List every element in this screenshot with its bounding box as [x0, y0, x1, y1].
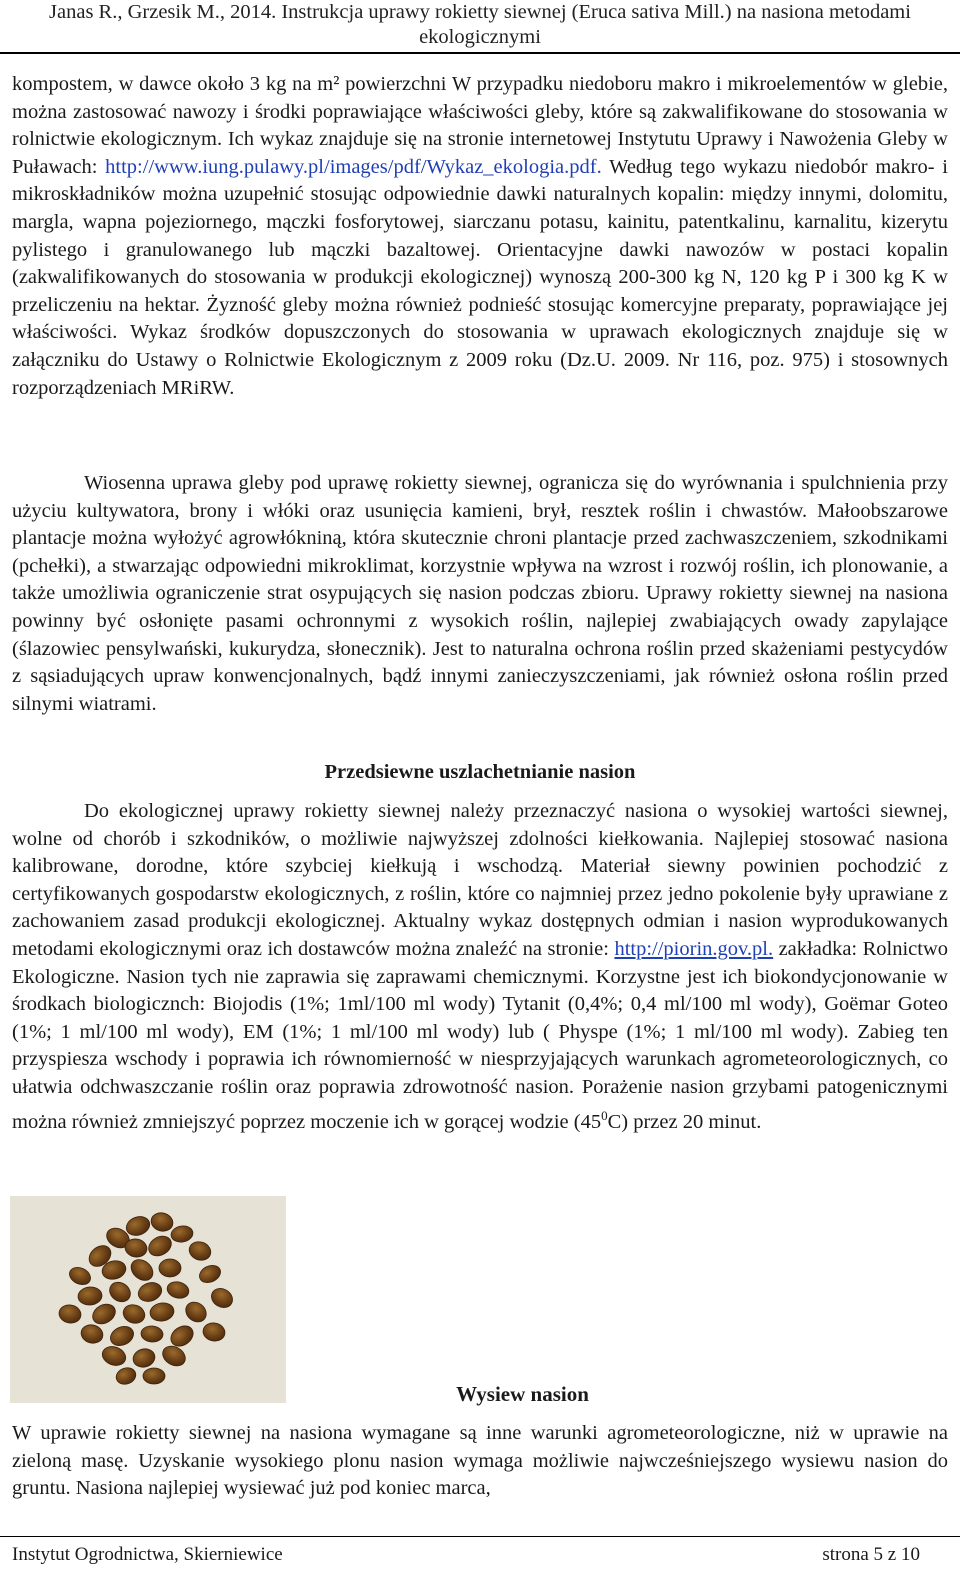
- section-heading-seed-treatment: Przedsiewne uszlachetnianie nasion: [324, 761, 636, 783]
- paragraph-sowing: [12, 1420, 948, 1503]
- footer-page-number: strona 5 z 10: [822, 1544, 920, 1565]
- footer-institution: Instytut Ogrodnictwa, Skierniewice: [12, 1544, 283, 1565]
- paragraph-fertilization: [12, 71, 948, 402]
- iung-link[interactable]: http://www.iung.pulawy.pl/images/pdf/Wykaz_ekologia.pdf.: [105, 155, 602, 178]
- paragraph-text: kompostem, w dawce około 3 kg na m² powierzchni W przypadku niedoboru makro i mikroelementów w glebie, można zastosować nawozy i środki poprawiające właściwości gleby, które są zakwalifikowane do stosowania w rolnictwie ekologicznym. Ich wykaz znajduje się na stronie internetowej Instytutu Uprawy i Nawożenia Gleby w Puławach:: [12, 73, 948, 178]
- paragraph-seed-treatment: [12, 798, 948, 1136]
- paragraph-text: Do ekologicznej uprawy rokietty siewnej należy przeznaczyć nasiona o wysokiej wartości siewnej, wolne od chorób i szkodników, o możliwie najwyższej zdolności kiełkowania. Najlepiej stosować nasiona kalibrowane, dorodne, które szybciej kiełkują i wschodzą. Materiał siewny powinien pochodzić z certyfikowanych gospodarstw ekologicznych, z roślin, które co najmniej przez jedno pokolenie były uprawiane z zachowaniem zasad produkcji ekologicznej. Aktualny wykaz dostępnych odmian i nasion wyprodukowanych metodami ekologicznymi oraz ich dostawców można znaleźć na stronie:: [12, 800, 948, 960]
- seed: [159, 1259, 181, 1277]
- paragraph-text: W uprawie rokietty siewnej na nasiona wymagane są inne warunki agrometeorologiczne, niż w uprawie na zieloną masę. Uzyskanie wysokiego plonu nasion wymaga możliwie najwcześniejszego wysiewu nasion do gruntu. Nasiona najlepiej wysiewać już pod koniec marca,: [12, 1422, 948, 1500]
- footer-rule: [0, 1536, 960, 1537]
- header-rule: [0, 52, 960, 54]
- section-heading-sowing: Wysiew nasion: [456, 1382, 589, 1406]
- running-header-line1: Janas R., Grzesik M., 2014. Instrukcja uprawy rokietty siewnej (Eruca sativa Mill.) na nasiona metodami: [49, 1, 911, 23]
- running-header-line2: ekologicznymi: [419, 26, 541, 48]
- paragraph-text: Wiosenna uprawa gleby pod uprawę rokietty siewnej, ogranicza się do wyrównania i spulchnienia przy użyciu kultywatora, brony i włóki oraz usunięcia kamieni, brył, resztek roślin i chwastów. Małoobszarowe plantacje można wyłożyć agrowłókniną, która skutecznie chroni plantacje przed zachwaszczeniem, szkodnikami (pchełki), a stwarzając odpowiedni mikroklimat, korzystnie wpływa na wzrost i rozwój roślin, ich plonowanie, a także umożliwia ograniczenie strat osypujących się nasion podczas zbioru. Uprawy rokietty siewnej na nasiona powinny być osłonięte pasami ochronnymi z wysokich roślin, najlepiej zwabiających owady zapylające (ślazowiec pensylwański, kukurydza, słonecznik). Jest to naturalna ochrona roślin przed skażeniami pestycydów z sąsiadujących upraw konwencjonalnych, bądź innymi zanieczyszczeniami, jak również osłona roślin przed silnymi wiatrami.: [12, 472, 948, 715]
- degree-superscript: 0: [601, 1107, 608, 1123]
- paragraph-text: C) przez 20 minut.: [607, 1110, 762, 1133]
- piorin-link[interactable]: http://piorin.gov.pl.: [614, 937, 774, 960]
- seeds-photo: [10, 1196, 286, 1403]
- seeds-photo-drawing: [10, 1196, 286, 1403]
- paragraph-text: Według tego wykazu niedobór makro- i mikroskładników można uzupełnić stosując odpowiednie dawki naturalnych kopalin: między innymi, dolomitu, margla, wapna pojeziornego, mączki fosforytowej, siarczanu potasu, kainitu, patentkalinu, karnalitu, kizerytu pylistego i granulowanego lub mączki bazaltowej. Orientacyjne dawki nawozów w postaci kopalin (zakwalifikowanych do stosowania w produkcji ekologicznej) wynoszą 200-300 kg N, 120 kg P i 300 kg K w przeliczeniu na hektar. Żyzność gleby można również podnieść stosując komercyjne preparaty, poprawiające jej właściwości. Wykaz środków dopuszczonych do stosowania w uprawach ekologicznych znajduje się w załączniku do Ustawy o Rolnictwie Ekologicznym z 2009 roku (Dz.U. 2009. Nr 116, poz. 975) i stosownych rozporządzeniach MRiRW.: [12, 155, 948, 399]
- paragraph-soil-preparation: [12, 470, 948, 718]
- paragraph-text: zakładka: Rolnictwo Ekologiczne. Nasion tych nie zaprawia się zaprawami chemicznymi. Korzystne jest ich biokondycjonowanie w środkach biologicznch: Biojodis (1%; 1ml/100 ml wody) Tytanit (0,4%; 0,4 ml/100 ml wody), Goëmar Goteo (1%; 1 ml/100 ml wody), EM (1%; 1 ml/100 ml wody) lub ( Physpe (1%; 1 ml/100 ml wody). Zabieg ten przyspiesza wschody i poprawia ich równomierność w niesprzyjających warunkach agrometeorologicznych, co ułatwia odchwaszczanie roślin oraz poprawia zdrowotność nasion. Porażenie nasion grzybami patogenicznymi można również zmniejszyć poprzez moczenie ich w gorącej wodzie (45: [12, 937, 948, 1133]
- running-header: [0, 0, 960, 50]
- seed: [143, 1368, 165, 1384]
